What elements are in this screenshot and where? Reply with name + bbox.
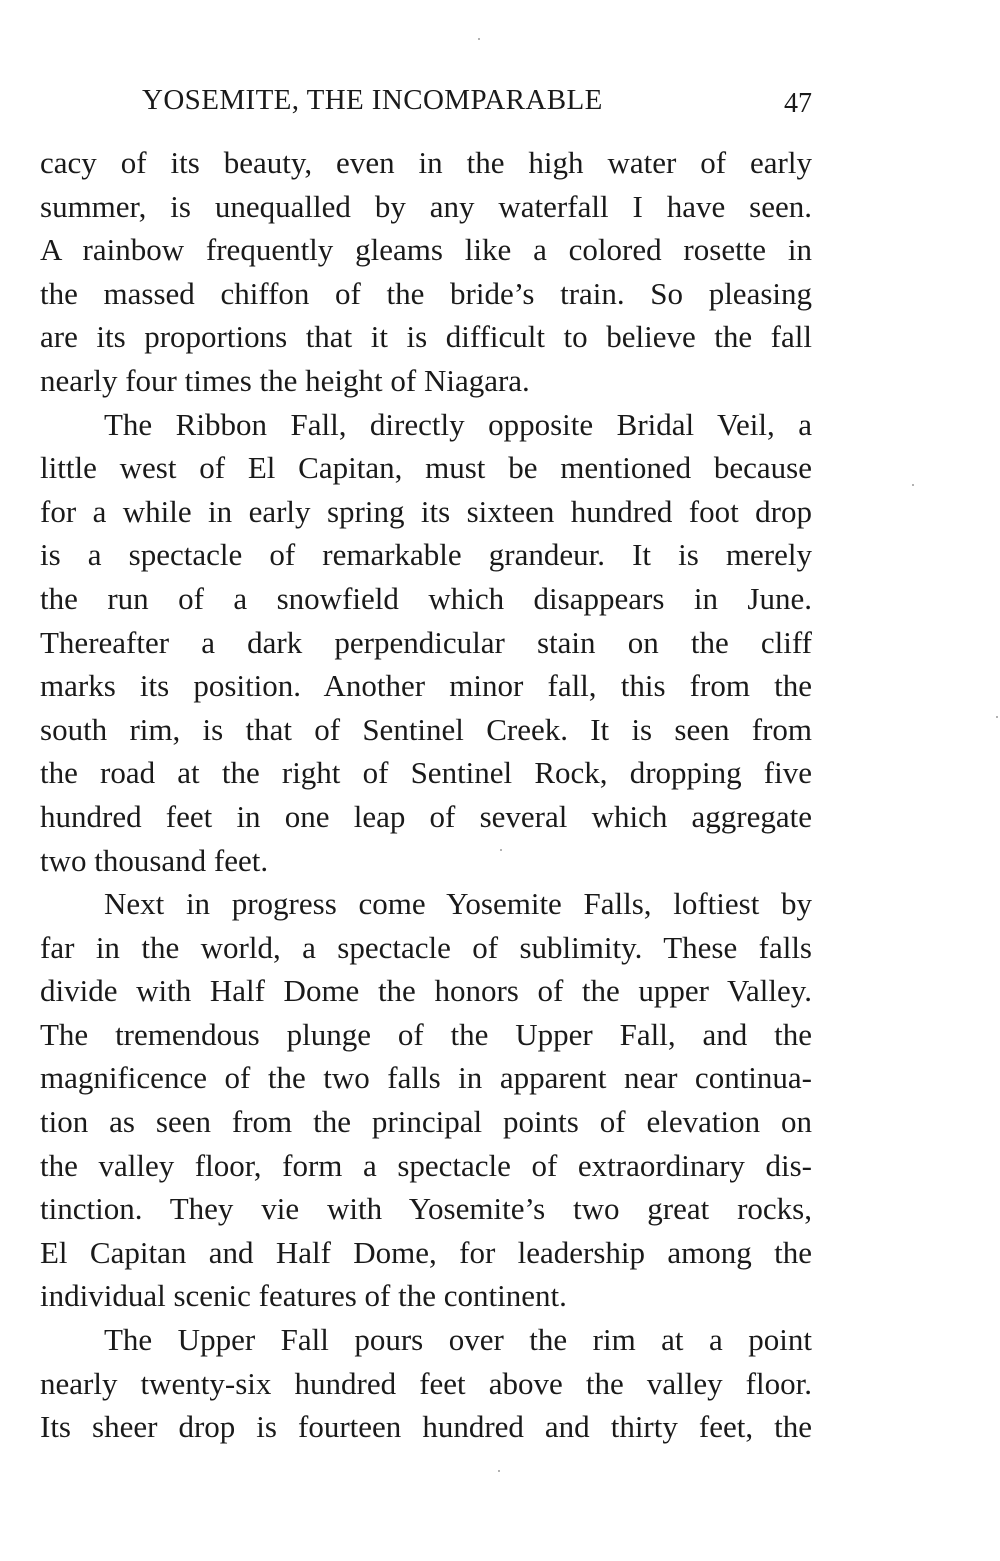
text-line: tinction. They vie with Yosemite’s two great rocks, <box>40 1191 812 1227</box>
text-line: the run of a snowfield which disappears in June. <box>40 580 812 616</box>
text-line: Next in progress come Yosemite Falls, loftiest by <box>104 886 812 922</box>
text-line: individual scenic features of the continent. <box>40 1278 567 1314</box>
text-line: hundred feet in one leap of several which aggregate <box>40 798 812 834</box>
text-line: south rim, is that of Sentinel Creek. It is seen from <box>40 711 812 747</box>
text-line: little west of El Capitan, must be mentioned because <box>40 450 812 486</box>
text-line: El Capitan and Half Dome, for leadership among the <box>40 1234 812 1270</box>
text-line: marks its position. Another minor fall, this from the <box>40 668 812 704</box>
text-line: the massed chiffon of the bride’s train. So pleasing <box>40 275 812 311</box>
text-line: nearly four times the height of Niagara. <box>40 362 530 398</box>
text-line: the valley floor, form a spectacle of extraordinary dis- <box>40 1147 812 1183</box>
text-line: far in the world, a spectacle of sublimity. These falls <box>40 929 812 965</box>
page-number: 47 <box>784 88 812 119</box>
text-line: summer, is unequalled by any waterfall I have seen. <box>40 188 812 224</box>
paragraph-2 <box>40 403 812 883</box>
text-line: The Upper Fall pours over the rim at a point <box>104 1322 812 1358</box>
text-line: A rainbow frequently gleams like a colored rosette in <box>40 232 812 268</box>
paper-speck <box>478 38 480 40</box>
text-line: divide with Half Dome the honors of the upper Valley. <box>40 973 812 1009</box>
text-line: two thousand feet. <box>40 842 269 878</box>
text-line: Its sheer drop is fourteen hundred and thirty feet, the <box>40 1409 812 1445</box>
paper-speck <box>498 1470 500 1472</box>
paragraph-4 <box>40 1318 812 1449</box>
text-line: tion as seen from the principal points of elevation on <box>40 1104 812 1140</box>
running-title: YOSEMITE, THE INCOMPARABLE <box>142 84 603 116</box>
text-line: The Ribbon Fall, directly opposite Bridal Veil, a <box>104 406 812 442</box>
text-line: Thereafter a dark perpendicular stain on the cliff <box>40 624 812 660</box>
paragraph-1 <box>40 141 812 403</box>
paper-speck <box>500 849 502 851</box>
text-line: for a while in early spring its sixteen hundred foot drop <box>40 493 812 529</box>
text-line: cacy of its beauty, even in the high water of early <box>40 145 812 180</box>
text-line: The tremendous plunge of the Upper Fall, and the <box>40 1016 812 1052</box>
body-text <box>40 141 812 1449</box>
running-head <box>40 84 812 128</box>
text-line: nearly twenty-six hundred feet above the valley floor. <box>40 1365 812 1401</box>
text-line: the road at the right of Sentinel Rock, dropping five <box>40 755 812 791</box>
paper-speck <box>912 484 914 486</box>
paragraph-3 <box>40 882 812 1318</box>
text-line: is a spectacle of remarkable grandeur. It is merely <box>40 537 812 573</box>
text-line: are its proportions that it is difficult to believe the fall <box>40 319 812 355</box>
text-line: magnificence of the two falls in apparent near continua- <box>40 1060 812 1096</box>
paper-speck <box>996 716 998 718</box>
